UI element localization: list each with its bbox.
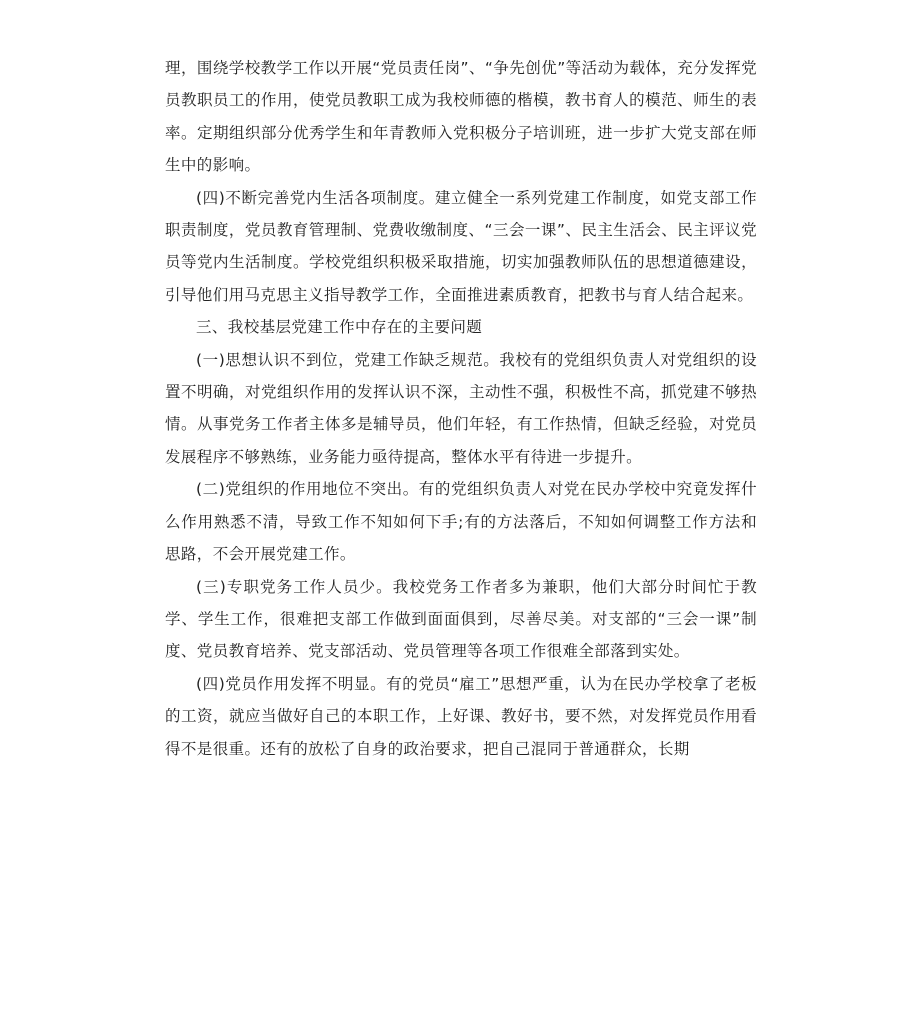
paragraph-continuation: 理，围绕学校教学工作以开展“党员责任岗”、“争先创优”等活动为载体，充分发挥党员教职员工的作用，使党员教职工成为我校师德的楷模，教书育人的模范、师生的表率。定期组织部分优秀学生和年青教师入党积极分子培训班，进一步扩大党支部在师生中的影响。 — [165, 59, 757, 175]
section-heading-main-problems: 三、我校基层党建工作中存在的主要问题 — [196, 318, 483, 337]
paragraph-problem-2: (二)党组织的作用地位不突出。有的党组织负责人对党在民办学校中究竟发挥什么作用熟悉不清，导致工作不知如何下手;有的方法落后，不知如何调整工作方法和思路，不会开展党建工作。 — [165, 480, 757, 564]
paragraph-problem-1: (一)思想认识不到位，党建工作缺乏规范。我校有的党组织负责人对党组织的设置不明确，对党组织作用的发挥认识不深，主动性不强，积极性不高，抓党建不够热情。从事党务工作者主体多是辅导员，他们年轻，有工作热情，但缺乏经验，对党员发展程序不够熟练，业务能力亟待提高，整体水平有待进一步提升。 — [165, 350, 757, 466]
paragraph-problem-4: (四)党员作用发挥不明显。有的党员“雇工”思想严重，认为在民办学校拿了老板的工资，就应当做好自己的本职工作，上好课、教好书，要不然，对发挥党员作用看得不是很重。还有的放松了自身的政治要求，把自己混同于普通群众，长期 — [165, 674, 757, 758]
paragraph-item-4-party-life-system: (四)不断完善党内生活各项制度。建立健全一系列党建工作制度，如党支部工作职责制度，党员教育管理制、党费收缴制度、“三会一课”、民主生活会、民主评议党员等党内生活制度。学校党组织积极采取措施，切实加强教师队伍的思想道德建设，引导他们用马克思主义指导教学工作，全面推进素质教育，把教书与育人结合起来。 — [165, 188, 757, 304]
paragraph-problem-3: (三)专职党务工作人员少。我校党务工作者多为兼职，他们大部分时间忙于教学、学生工作，很难把支部工作做到面面俱到，尽善尽美。对支部的“三会一课”制度、党员教育培养、党支部活动、党员管理等各项工作很难全部落到实处。 — [165, 577, 757, 661]
document-body — [165, 52, 757, 765]
